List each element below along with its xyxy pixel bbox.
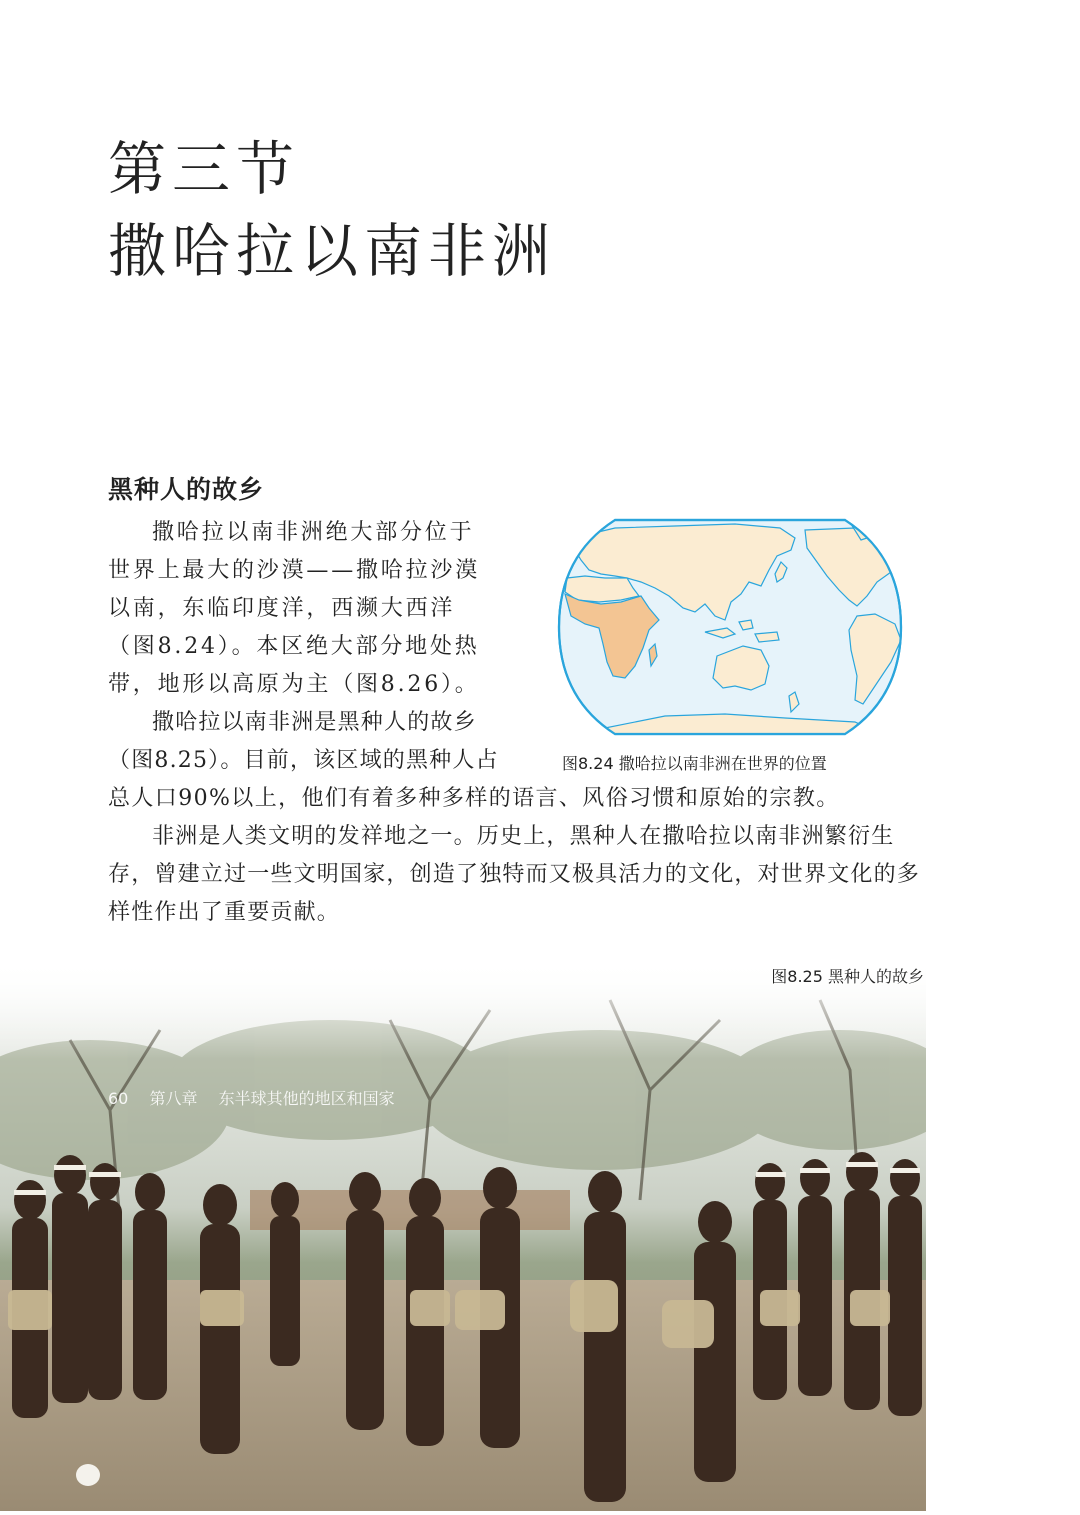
dancers-photo	[0, 960, 926, 1511]
paragraph-civilization: 非洲是人类文明的发祥地之一。历史上，黑种人在撒哈拉以南非洲繁衍生存，曾建立过一些文明国家，创造了独特而又极具活力的文化，对世界文化的多样性作出了重要贡献。	[108, 824, 921, 925]
section-title: 撒哈拉以南非洲	[108, 217, 557, 285]
chapter-heading	[108, 128, 556, 292]
paragraph-homeland: 撒哈拉以南非洲是黑种人的故乡（图8.25）。目前，该区域的黑种人占	[108, 710, 499, 773]
footer-chapter: 第八章	[149, 1089, 198, 1108]
footer-chapter-title: 东半球其他的地区和国家	[218, 1089, 395, 1108]
paragraph-population: 总人口90%以上，他们有着多种多样的语言、风俗习惯和原始的宗教。	[108, 786, 840, 811]
world-map-figure	[555, 516, 905, 738]
page-number: 60	[108, 1089, 129, 1108]
paragraph-location: 撒哈拉以南非洲绝大部分位于世界上最大的沙漠——撒哈拉沙漠以南，东临印度洋，西濒大西洋（图8.24）。本区绝大部分地处热带，地形以高原为主（图8.26）。	[108, 520, 481, 697]
figure-8-24-caption: 图8.24 撒哈拉以南非洲在世界的位置	[562, 754, 827, 773]
world-map	[555, 516, 905, 738]
north-africa-land	[565, 576, 639, 602]
section-number: 第三节	[108, 135, 301, 203]
subsection-title: 黑种人的故乡	[108, 475, 265, 504]
page-footer	[108, 1086, 411, 1109]
figure-8-25-caption: 图8.25 黑种人的故乡	[771, 967, 924, 986]
dancers-photo-art	[0, 960, 926, 1511]
